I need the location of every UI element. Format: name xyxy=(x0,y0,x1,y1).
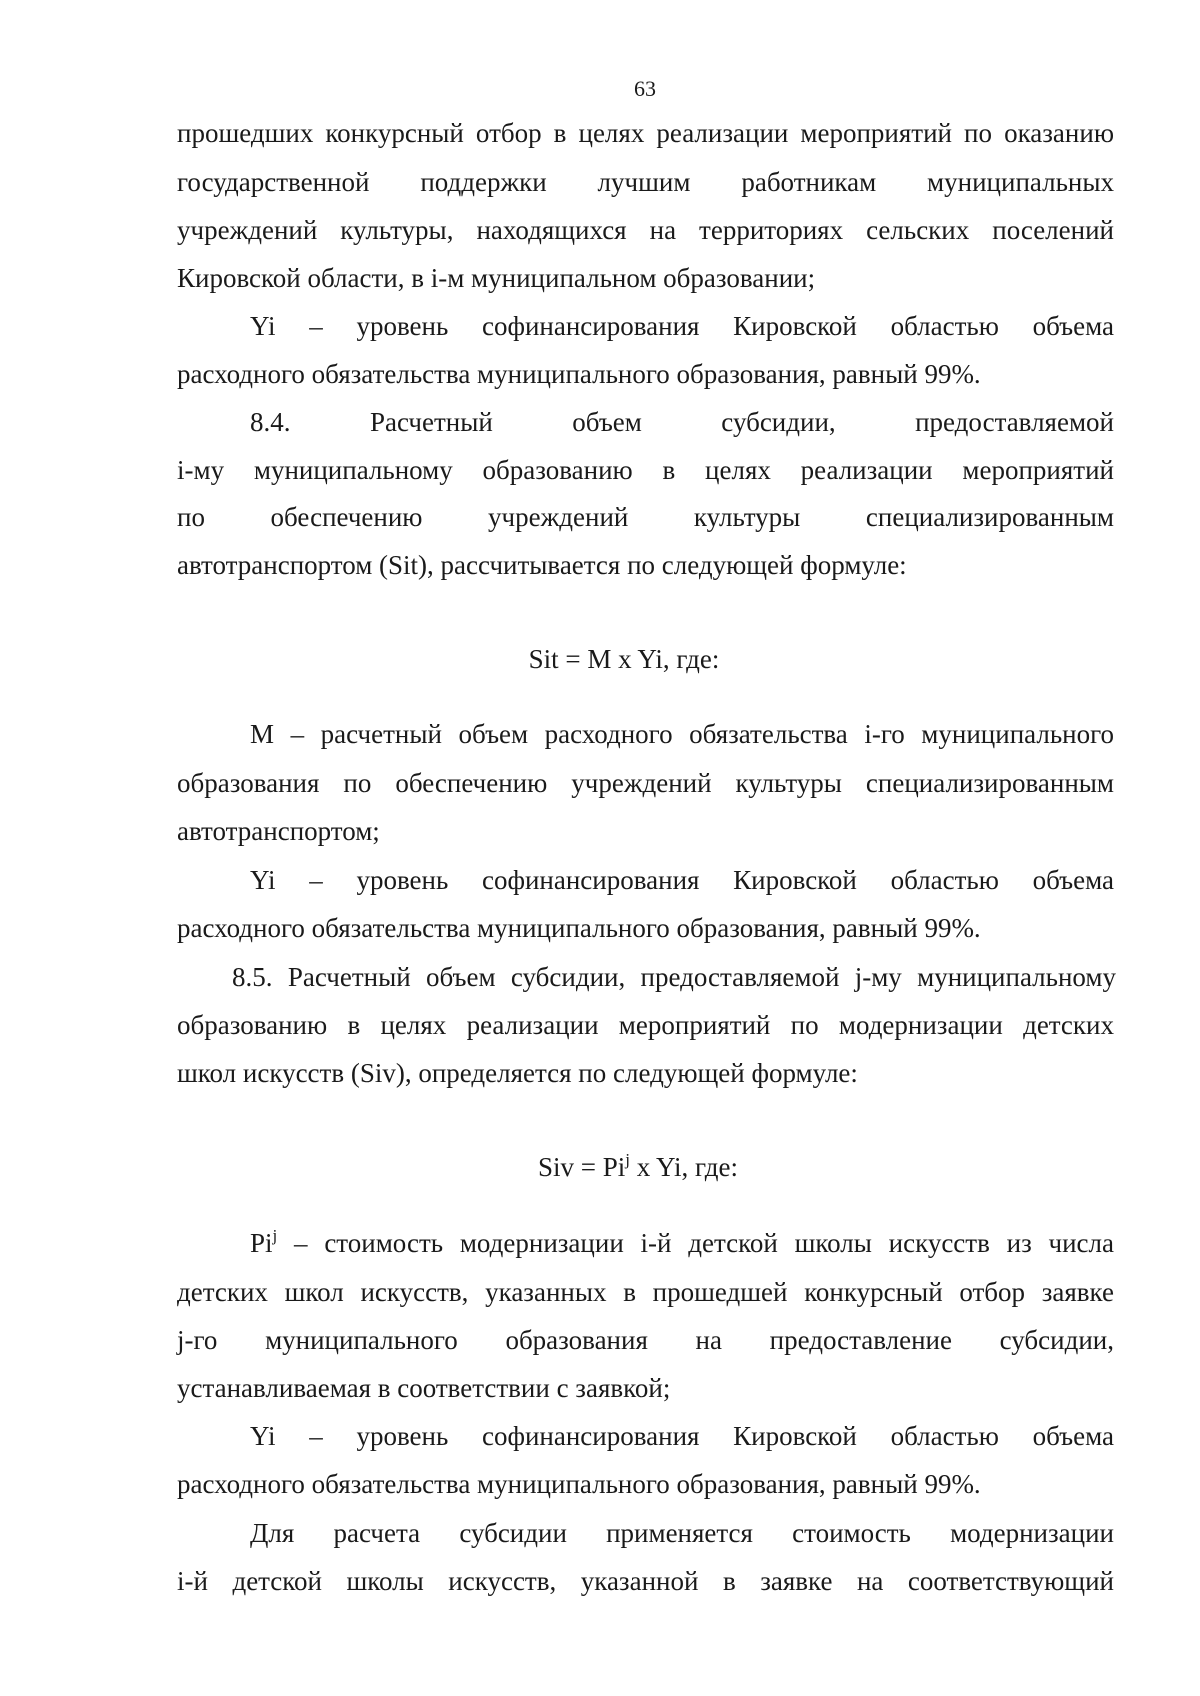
text-line: прошедших конкурсный отбор в целях реализации мероприятий по оказанию xyxy=(177,118,1114,148)
text-line: 8.5. Расчетный объем субсидии, предоставляемой j-му муниципальному xyxy=(232,962,1116,992)
text-line: Yi – уровень софинансирования Кировской областью объема xyxy=(250,1421,1114,1451)
text-line: Кировской области, в i-м муниципальном образовании; xyxy=(177,263,816,293)
text-line: расходного обязательства муниципального образования, равный 99%. xyxy=(177,1469,981,1499)
text-line: по обеспечению учреждений культуры специализированным xyxy=(177,502,1114,532)
text-line: образованию в целях реализации мероприятий по модернизации детских xyxy=(177,1010,1114,1040)
page-number: 63 xyxy=(634,76,656,101)
text-line: автотранспортом; xyxy=(177,816,380,846)
text-line: расходного обязательства муниципального образования, равный 99%. xyxy=(177,359,981,389)
text-line: j-го муниципального образования на предоставление субсидии, xyxy=(177,1325,1114,1355)
text-line: автотранспортом (Sit), рассчитывается по следующей формуле: xyxy=(177,550,907,580)
text-line: Yi – уровень софинансирования Кировской областью объема xyxy=(250,865,1114,895)
text-line: M – расчетный объем расходного обязательства i-го муниципального xyxy=(250,719,1114,749)
text-line: Pi$^j$ – стоимость модернизации i-й детской школы искусств из числа xyxy=(250,1226,1114,1258)
formula-siv-left: Siv = Pi xyxy=(538,1152,626,1182)
text-line: Для расчета субсидии применяется стоимость модернизации xyxy=(250,1518,1114,1548)
text-line: Yi – уровень софинансирования Кировской областью объема xyxy=(250,311,1114,341)
text-line: образования по обеспечению учреждений культуры специализированным xyxy=(177,768,1114,798)
formula-siv-superscript: j xyxy=(625,1150,631,1169)
text-line: i-й детской школы искусств, указанной в заявке на соответствующий xyxy=(177,1566,1114,1596)
formula-siv-right: x Yi, где: xyxy=(630,1152,738,1182)
text-line: школ искусств (Siv), определяется по следующей формуле: xyxy=(177,1058,858,1088)
formula-siv xyxy=(0,1150,1200,1184)
formula-sit: Sit = M x Yi, где: xyxy=(528,644,720,674)
text-line: i-му муниципальному образованию в целях реализации мероприятий xyxy=(177,455,1114,485)
text-line: устанавливаемая в соответствии с заявкой; xyxy=(177,1373,671,1403)
text-line: расходного обязательства муниципального образования, равный 99%. xyxy=(177,913,981,943)
text-line: учреждений культуры, находящихся на территориях сельских поселений xyxy=(177,215,1114,245)
text-line: детских школ искусств, указанных в прошедшей конкурсный отбор заявке xyxy=(177,1277,1114,1307)
pij-symbol: Pi$^j$ xyxy=(250,1226,278,1258)
text-line: государственной поддержки лучшим работникам муниципальных xyxy=(177,167,1114,197)
text-line: 8.4. Расчетный объем субсидии, предоставляемой xyxy=(250,407,1114,437)
